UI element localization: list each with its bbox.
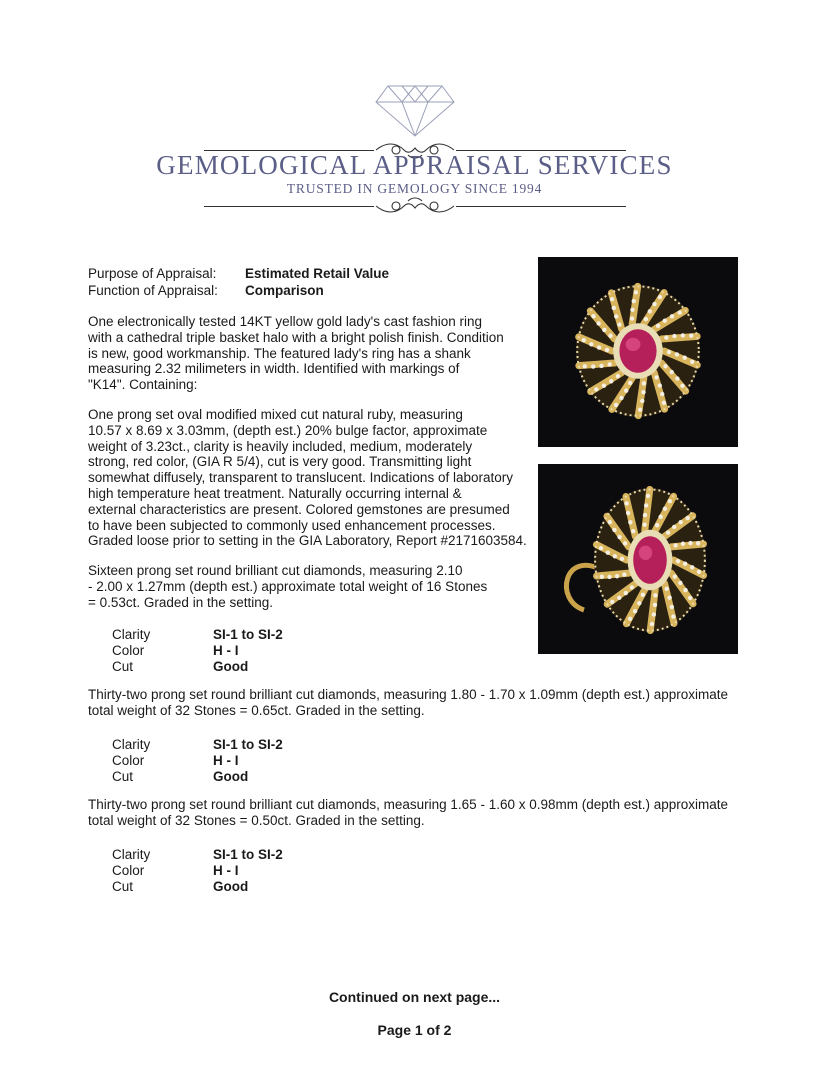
color-value: H - I [213, 752, 239, 768]
cut-label: Cut [112, 658, 134, 674]
company-logo [0, 80, 829, 230]
grade-table-1 [112, 627, 283, 674]
diamonds-description-3: Thirty-two prong set round brilliant cut diamonds, measuring 1.65 - 1.60 x 0.98mm (depth est.) approximate total weight of 32 Stones = 0.50ct. Graded in the setting. [88, 797, 729, 828]
color-value: H - I [213, 642, 239, 658]
grade-table-3 [112, 847, 283, 894]
color-label: Color [112, 642, 145, 658]
diamond-icon [374, 82, 456, 138]
clarity-value: SI-1 to SI-2 [213, 847, 283, 862]
cut-label: Cut [112, 878, 134, 894]
company-name: GEMOLOGICAL APPRAISAL SERVICES [156, 150, 673, 180]
clarity-label: Clarity [112, 847, 151, 862]
company-tagline: TRUSTED IN GEMOLOGY SINCE 1994 [286, 181, 543, 196]
appraisal-info [88, 266, 389, 299]
color-label: Color [112, 752, 145, 768]
ring-photo-top [538, 257, 738, 447]
diamonds-description-2: Thirty-two prong set round brilliant cut diamonds, measuring 1.80 - 1.70 x 1.09mm (depth est.) approximate total weight of 32 Stones = 0.65ct. Graded in the setting. [88, 687, 729, 718]
cut-value: Good [213, 768, 249, 784]
continued-note: Continued on next page... [328, 989, 501, 1005]
ornament-icon [374, 196, 456, 216]
ring-description: One electronically tested 14KT yellow gold lady's cast fashion ring with a cathedral triple basket halo with a bright polish finish. Condition is new, good workmanship. The featured lady's ring has a shank measuring 2.32 milimeters in width. Identified with markings of "K14". Containing: [88, 314, 504, 393]
clarity-value: SI-1 to SI-2 [213, 737, 283, 752]
color-value: H - I [213, 862, 239, 878]
diamonds-description-1: Sixteen prong set round brilliant cut diamonds, measuring 2.10 - 2.00 x 1.27mm (depth est.) approximate total weight of 16 Stones = 0.53ct. Graded in the setting. [88, 563, 488, 610]
color-label: Color [112, 862, 145, 878]
grade-table-2 [112, 737, 283, 784]
page-number: Page 1 of 2 [377, 1022, 452, 1038]
cut-value: Good [213, 878, 249, 894]
divider-bottom [456, 206, 626, 207]
ruby-description: One prong set oval modified mixed cut natural ruby, measuring 10.57 x 8.69 x 3.03mm, (depth est.) 20% bulge factor, approximate weight of 3.23ct., clarity is heavily included, medium, moderately strong, red color, (GIA R 5/4), cut is very good. Transmitting light somewhat diffusely, transparent to translucent. Indications of laboratory high temperature heat treatment. Naturally occurring internal & external characteristics are present. Colored gemstones are presumed to have been subjected to commonly used enhancement processes. Graded loose prior to setting in the GIA Laboratory, Report #2171603584. [88, 407, 527, 549]
clarity-label: Clarity [112, 627, 151, 642]
cut-value: Good [213, 658, 249, 674]
ring-photo-angle [538, 464, 738, 654]
cut-label: Cut [112, 768, 134, 784]
divider-bottom [204, 206, 374, 207]
clarity-value: SI-1 to SI-2 [213, 627, 283, 642]
function-value: Comparison [245, 282, 324, 298]
purpose-value: Estimated Retail Value [245, 266, 390, 281]
purpose-label: Purpose of Appraisal: [88, 266, 217, 281]
function-label: Function of Appraisal: [88, 282, 218, 298]
clarity-label: Clarity [112, 737, 151, 752]
